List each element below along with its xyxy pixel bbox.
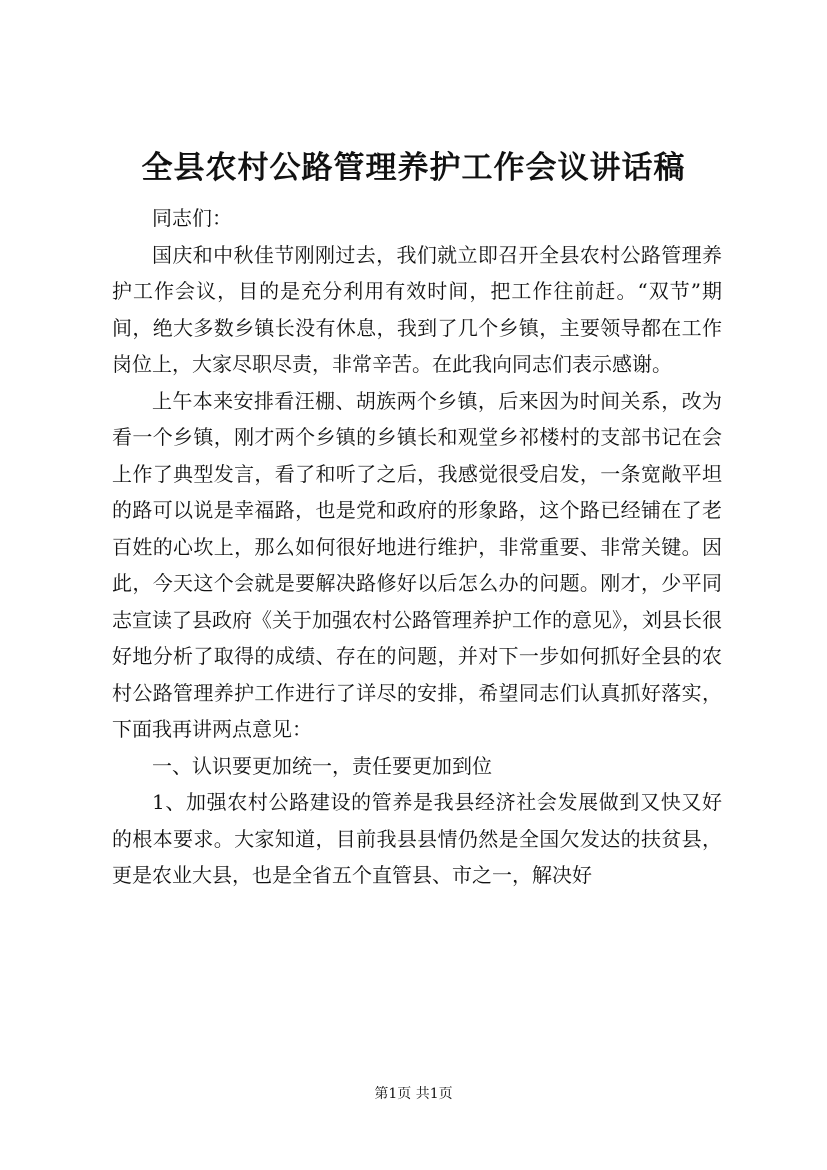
document-title: 全县农村公路管理养护工作会议讲话稿	[141, 150, 686, 186]
section-heading: 一、认识要更加统一，责任要更加到位	[152, 753, 492, 778]
page-number-footer: 第1页 共1页	[374, 1086, 453, 1102]
salutation: 同志们：	[152, 206, 232, 230]
section-paragraph: 1、加强农村公路建设的管养是我县经济社会发展做到又快又好的根本要求。大家知道，目前我县县情仍然是全国欠发达的扶贫县，更是农业大县，也是全省五个直管县、市之一，解决好	[112, 790, 722, 887]
paragraph-1: 国庆和中秋佳节刚刚过去，我们就立即召开全县农村公路管理养护工作会议，目的是充分利用有效时间，把工作往前赶。“双节”期间，绝大多数乡镇长没有休息，我到了几个乡镇，主要领导都在工作岗位上，大家尽职尽责，非常辛苦。在此我向同志们表示感谢。	[112, 242, 722, 376]
paragraph-2: 上午本来安排看汪棚、胡族两个乡镇，后来因为时间关系，改为看一个乡镇，刚才两个乡镇的乡镇长和观堂乡祁楼村的支部书记在会上作了典型发言，看了和听了之后，我感觉很受启发，一条宽敞平坦的路可以说是幸福路，也是党和政府的形象路，这个路已经铺在了老百姓的心坎上，那么如何很好地进行维护，非常重要、非常关键。因此，今天这个会就是要解决路修好以后怎么办的问题。刚才，少平同志宣读了县政府《关于加强农村公路管理养护工作的意见》，刘县长很好地分析了取得的成绩、存在的问题，并对下一步如何抓好全县的农村公路管理养护工作进行了详尽的安排，希望同志们认真抓好落实，下面我再讲两点意见：	[112, 388, 722, 741]
document-body	[112, 200, 722, 894]
